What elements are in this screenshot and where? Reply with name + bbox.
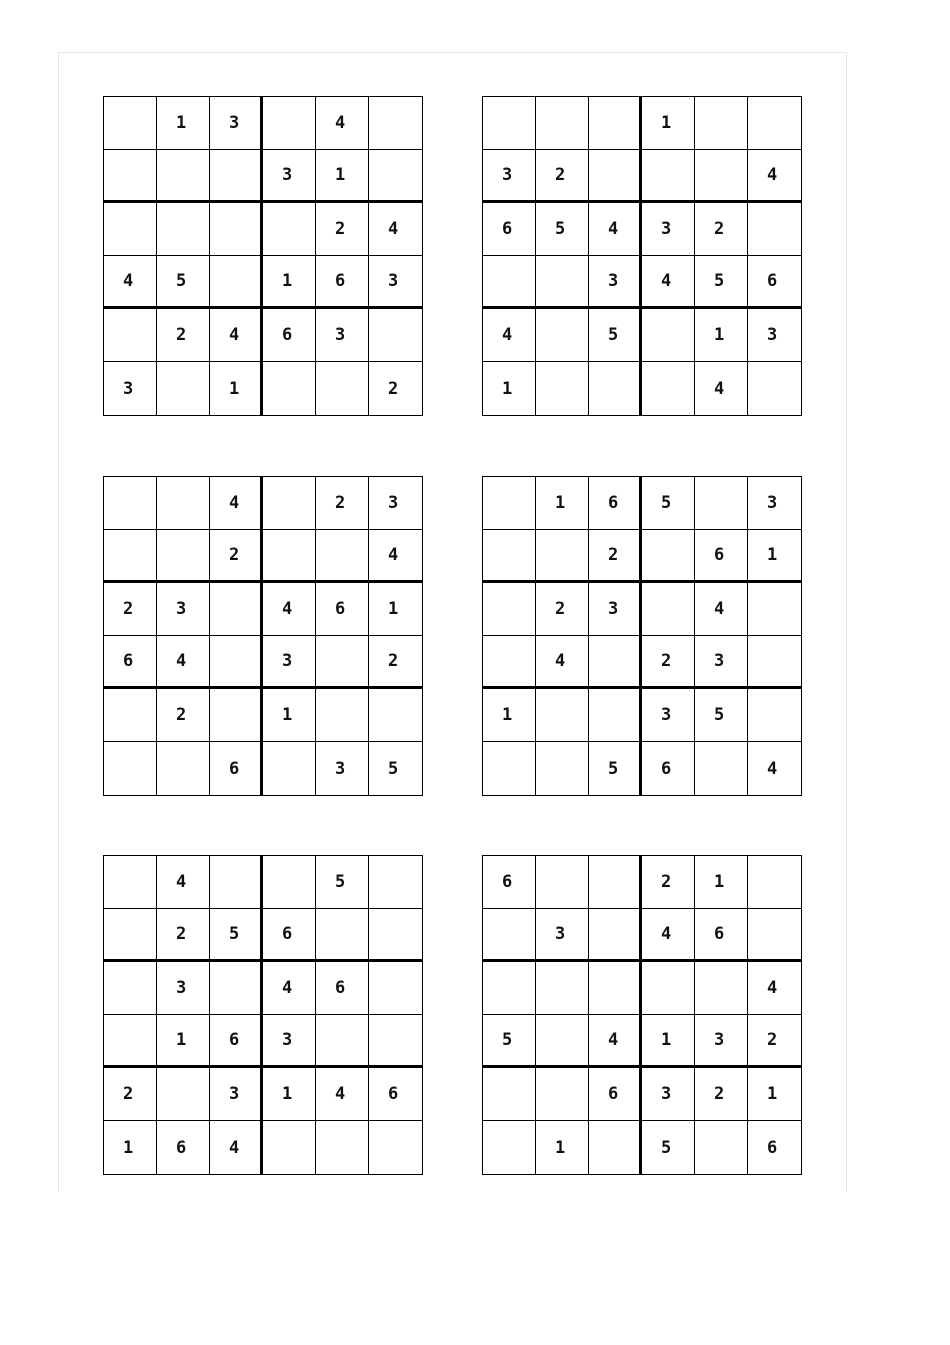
sudoku-cell[interactable]: 1	[748, 1068, 801, 1121]
sudoku-cell[interactable]: 4	[210, 1121, 263, 1174]
sudoku-cell[interactable]: 5	[642, 477, 695, 530]
sudoku-cell[interactable]: 2	[104, 1068, 157, 1121]
sudoku-cell[interactable]: 1	[104, 1121, 157, 1174]
sudoku-cell[interactable]: 4	[210, 477, 263, 530]
sudoku-cell[interactable]	[104, 742, 157, 795]
sudoku-cell[interactable]: 6	[642, 742, 695, 795]
sudoku-grid-6	[482, 855, 802, 1175]
sudoku-cell[interactable]: 2	[536, 150, 589, 203]
sudoku-cell[interactable]	[642, 962, 695, 1015]
sudoku-cell[interactable]	[369, 1121, 422, 1174]
sudoku-cell[interactable]: 1	[536, 1121, 589, 1174]
sudoku-cell[interactable]: 5	[695, 689, 748, 742]
sudoku-grid-2	[482, 96, 802, 416]
sudoku-cell[interactable]: 3	[104, 362, 157, 415]
sudoku-grid-1	[103, 96, 423, 416]
sudoku-cell[interactable]	[483, 1068, 536, 1121]
sudoku-cell[interactable]: 2	[536, 583, 589, 636]
sudoku-cell[interactable]: 5	[589, 742, 642, 795]
sudoku-cell[interactable]: 6	[210, 1015, 263, 1068]
sudoku-cell[interactable]	[536, 856, 589, 909]
sudoku-cell[interactable]: 5	[589, 309, 642, 362]
sudoku-cell[interactable]	[695, 962, 748, 1015]
sudoku-cell[interactable]	[316, 362, 369, 415]
sudoku-cell[interactable]	[589, 362, 642, 415]
sudoku-cell[interactable]: 1	[263, 689, 316, 742]
sudoku-cell[interactable]: 3	[642, 689, 695, 742]
sudoku-cell[interactable]: 3	[642, 203, 695, 256]
sudoku-cell[interactable]: 4	[767, 758, 778, 779]
sudoku-cell[interactable]: 5	[210, 909, 263, 962]
sudoku-cell[interactable]	[483, 477, 536, 530]
sudoku-cell[interactable]: 1	[483, 362, 536, 415]
sudoku-cell[interactable]: 2	[642, 636, 695, 689]
sudoku-cell[interactable]: 5	[157, 256, 210, 309]
sudoku-cell[interactable]: 4	[316, 1068, 369, 1121]
sudoku-cell[interactable]: 4	[263, 962, 316, 1015]
sudoku-cell[interactable]	[157, 150, 210, 203]
sudoku-cell[interactable]	[536, 530, 589, 583]
sudoku-cell[interactable]: 6	[483, 203, 536, 256]
sudoku-cell[interactable]	[695, 1121, 748, 1174]
sudoku-cell[interactable]: 4	[157, 856, 210, 909]
sudoku-cell[interactable]: 6	[589, 1068, 642, 1121]
sudoku-cell[interactable]: 3	[210, 97, 263, 150]
sudoku-cell[interactable]	[483, 97, 536, 150]
sudoku-cell[interactable]	[104, 962, 157, 1015]
sudoku-cell[interactable]: 3	[695, 636, 748, 689]
sudoku-cell[interactable]: 5	[388, 758, 399, 779]
sudoku-cell[interactable]: 6	[767, 1137, 778, 1158]
sudoku-cell[interactable]	[695, 97, 748, 150]
sudoku-cell[interactable]	[104, 203, 157, 256]
sudoku-cell[interactable]	[589, 1121, 642, 1174]
sudoku-cell[interactable]: 4	[369, 530, 422, 583]
sudoku-cell[interactable]	[104, 689, 157, 742]
sudoku-cell[interactable]	[316, 1015, 369, 1068]
sudoku-cell[interactable]	[536, 256, 589, 309]
sudoku-cell[interactable]	[748, 362, 801, 415]
sudoku-cell[interactable]	[157, 477, 210, 530]
sudoku-cell[interactable]	[748, 636, 801, 689]
sudoku-cell[interactable]: 3	[210, 1068, 263, 1121]
sudoku-cell[interactable]: 6	[483, 856, 536, 909]
sudoku-cell[interactable]	[369, 909, 422, 962]
sudoku-cell[interactable]	[157, 1068, 210, 1121]
sudoku-cell[interactable]	[748, 583, 801, 636]
sudoku-cell[interactable]: 3	[263, 1015, 316, 1068]
sudoku-cell[interactable]: 6	[316, 962, 369, 1015]
sudoku-cell[interactable]	[210, 856, 263, 909]
sudoku-cell[interactable]	[104, 309, 157, 362]
sudoku-cell[interactable]	[483, 583, 536, 636]
sudoku-cell[interactable]: 3	[369, 477, 422, 530]
sudoku-cell[interactable]	[695, 150, 748, 203]
sudoku-cell[interactable]: 6	[316, 583, 369, 636]
sudoku-cell[interactable]	[536, 962, 589, 1015]
sudoku-cell[interactable]	[104, 530, 157, 583]
sudoku-cell[interactable]	[483, 256, 536, 309]
sudoku-cell[interactable]: 2	[316, 477, 369, 530]
sudoku-cell[interactable]: 1	[369, 583, 422, 636]
sudoku-cell[interactable]	[210, 256, 263, 309]
sudoku-grid-5	[103, 855, 423, 1175]
sudoku-cell[interactable]	[536, 1068, 589, 1121]
sudoku-cell[interactable]	[316, 909, 369, 962]
sudoku-cell[interactable]: 1	[483, 689, 536, 742]
sudoku-cell[interactable]	[369, 962, 422, 1015]
sudoku-cell[interactable]	[210, 583, 263, 636]
sudoku-cell[interactable]	[210, 962, 263, 1015]
sudoku-cell[interactable]: 1	[210, 362, 263, 415]
sudoku-cell[interactable]: 4	[483, 309, 536, 362]
sudoku-cell[interactable]: 6	[695, 530, 748, 583]
sudoku-cell[interactable]	[748, 203, 801, 256]
sudoku-cell[interactable]: 3	[748, 477, 801, 530]
sudoku-cell[interactable]: 4	[369, 203, 422, 256]
sudoku-cell[interactable]: 3	[157, 583, 210, 636]
sudoku-cell[interactable]: 1	[263, 256, 316, 309]
sudoku-cell[interactable]: 4	[104, 256, 157, 309]
sudoku-cell[interactable]	[369, 1015, 422, 1068]
sudoku-cell[interactable]	[104, 97, 157, 150]
sudoku-cell[interactable]	[748, 856, 801, 909]
sudoku-cell[interactable]: 4	[589, 1015, 642, 1068]
sudoku-cell[interactable]: 4	[316, 97, 369, 150]
sudoku-cell[interactable]: 2	[695, 203, 748, 256]
sudoku-cell[interactable]: 4	[536, 636, 589, 689]
sudoku-cell[interactable]: 1	[695, 856, 748, 909]
sudoku-cell[interactable]	[483, 962, 536, 1015]
sudoku-cell[interactable]: 4	[695, 362, 748, 415]
sudoku-cell[interactable]: 6	[157, 1121, 210, 1174]
sudoku-cell[interactable]: 4	[642, 256, 695, 309]
sudoku-cell[interactable]: 3	[589, 583, 642, 636]
sudoku-grid-4	[482, 476, 802, 796]
sudoku-cell[interactable]: 3	[316, 742, 369, 795]
sudoku-cell[interactable]: 6	[748, 256, 801, 309]
sudoku-grid-3	[103, 476, 423, 796]
sudoku-cell[interactable]: 4	[642, 909, 695, 962]
sudoku-cell[interactable]	[157, 530, 210, 583]
sudoku-cell[interactable]	[748, 97, 801, 150]
sudoku-cell[interactable]: 2	[316, 203, 369, 256]
sudoku-cell[interactable]	[642, 362, 695, 415]
sudoku-cell[interactable]: 3	[748, 309, 801, 362]
sudoku-cell[interactable]	[642, 530, 695, 583]
sudoku-cell[interactable]: 4	[157, 636, 210, 689]
sudoku-cell[interactable]	[316, 530, 369, 583]
sudoku-cell[interactable]	[316, 636, 369, 689]
sudoku-cell[interactable]	[748, 689, 801, 742]
sudoku-cell[interactable]	[642, 583, 695, 636]
sudoku-cell[interactable]	[316, 689, 369, 742]
sudoku-cell[interactable]: 1	[316, 150, 369, 203]
sudoku-cell[interactable]: 1	[642, 97, 695, 150]
sudoku-cell[interactable]	[483, 636, 536, 689]
sudoku-cell[interactable]	[536, 97, 589, 150]
sudoku-cell[interactable]: 2	[369, 636, 422, 689]
sudoku-cell[interactable]	[483, 909, 536, 962]
sudoku-cell[interactable]: 1	[157, 1015, 210, 1068]
sudoku-cell[interactable]	[210, 689, 263, 742]
sudoku-cell[interactable]: 2	[157, 689, 210, 742]
sudoku-cell[interactable]	[748, 909, 801, 962]
sudoku-cell[interactable]: 3	[157, 962, 210, 1015]
sudoku-cell[interactable]	[104, 150, 157, 203]
sudoku-cell[interactable]: 3	[369, 256, 422, 309]
sudoku-cell[interactable]: 3	[263, 150, 316, 203]
sudoku-cell[interactable]	[536, 742, 589, 795]
sudoku-cell[interactable]	[263, 97, 316, 150]
sudoku-cell[interactable]: 4	[695, 583, 748, 636]
sudoku-cell[interactable]	[589, 97, 642, 150]
sudoku-cell[interactable]: 2	[157, 909, 210, 962]
sudoku-cell[interactable]	[210, 203, 263, 256]
sudoku-cell[interactable]: 3	[316, 309, 369, 362]
sudoku-cell[interactable]	[369, 856, 422, 909]
sudoku-cell[interactable]: 3	[695, 1015, 748, 1068]
sudoku-cell[interactable]: 5	[316, 856, 369, 909]
sudoku-cell[interactable]	[589, 909, 642, 962]
sudoku-cell[interactable]	[536, 362, 589, 415]
sudoku-cell[interactable]	[104, 1015, 157, 1068]
sudoku-cell[interactable]: 1	[157, 97, 210, 150]
sudoku-cell[interactable]: 4	[589, 203, 642, 256]
sudoku-cell[interactable]: 3	[536, 909, 589, 962]
sudoku-cell[interactable]	[369, 97, 422, 150]
sudoku-cell[interactable]: 2	[157, 309, 210, 362]
sudoku-cell[interactable]: 6	[695, 909, 748, 962]
sudoku-cell[interactable]: 5	[536, 203, 589, 256]
sudoku-cell[interactable]: 2	[589, 530, 642, 583]
sudoku-cell[interactable]	[157, 362, 210, 415]
sudoku-cell[interactable]	[210, 636, 263, 689]
sudoku-cell[interactable]: 2	[748, 1015, 801, 1068]
sudoku-cell[interactable]	[263, 742, 316, 795]
sudoku-cell[interactable]	[104, 856, 157, 909]
sudoku-cell[interactable]	[695, 742, 748, 795]
sudoku-cell[interactable]: 2	[642, 856, 695, 909]
sudoku-cell[interactable]: 4	[748, 962, 801, 1015]
sudoku-cell[interactable]	[316, 1121, 369, 1174]
sudoku-cell[interactable]: 6	[263, 309, 316, 362]
sudoku-cell[interactable]: 3	[589, 256, 642, 309]
sudoku-cell[interactable]	[483, 1121, 536, 1174]
sudoku-cell[interactable]	[483, 530, 536, 583]
sudoku-cell[interactable]	[263, 856, 316, 909]
sudoku-cell[interactable]	[263, 203, 316, 256]
sudoku-cell[interactable]: 2	[104, 583, 157, 636]
sudoku-cell[interactable]: 1	[263, 1068, 316, 1121]
sudoku-cell[interactable]	[589, 636, 642, 689]
sudoku-cell[interactable]: 6	[104, 636, 157, 689]
sudoku-cell[interactable]	[589, 150, 642, 203]
sudoku-cell[interactable]: 1	[695, 309, 748, 362]
sudoku-cell[interactable]: 6	[369, 1068, 422, 1121]
sudoku-cell[interactable]: 4	[210, 309, 263, 362]
sudoku-cell[interactable]	[483, 742, 536, 795]
sudoku-cell[interactable]	[104, 909, 157, 962]
sudoku-cell[interactable]: 5	[483, 1015, 536, 1068]
sudoku-cell[interactable]: 6	[316, 256, 369, 309]
sudoku-cell[interactable]	[157, 203, 210, 256]
sudoku-cell[interactable]	[589, 689, 642, 742]
sudoku-cell[interactable]	[536, 1015, 589, 1068]
sudoku-cell[interactable]	[589, 962, 642, 1015]
sudoku-cell[interactable]: 4	[748, 150, 801, 203]
sudoku-cell[interactable]	[369, 689, 422, 742]
sudoku-cell[interactable]	[263, 362, 316, 415]
sudoku-cell[interactable]: 1	[642, 1015, 695, 1068]
sudoku-cell[interactable]	[642, 309, 695, 362]
sudoku-cell[interactable]: 3	[642, 1068, 695, 1121]
sudoku-cell[interactable]	[536, 309, 589, 362]
sudoku-cell[interactable]: 2	[388, 378, 399, 399]
sudoku-cell[interactable]	[210, 150, 263, 203]
sudoku-cell[interactable]: 4	[263, 583, 316, 636]
sudoku-cell[interactable]	[695, 477, 748, 530]
sudoku-cell[interactable]: 6	[263, 909, 316, 962]
sudoku-cell[interactable]	[536, 689, 589, 742]
sudoku-cell[interactable]	[369, 309, 422, 362]
sudoku-cell[interactable]: 6	[589, 477, 642, 530]
sudoku-cell[interactable]: 3	[483, 150, 536, 203]
sudoku-cell[interactable]	[263, 477, 316, 530]
sudoku-cell[interactable]: 1	[748, 530, 801, 583]
sudoku-cell[interactable]: 1	[536, 477, 589, 530]
sudoku-cell[interactable]	[589, 856, 642, 909]
sudoku-cell[interactable]: 5	[642, 1121, 695, 1174]
sudoku-cell[interactable]	[157, 742, 210, 795]
sudoku-cell[interactable]: 2	[695, 1068, 748, 1121]
sudoku-cell[interactable]: 2	[210, 530, 263, 583]
sudoku-cell[interactable]	[369, 150, 422, 203]
sudoku-cell[interactable]: 5	[695, 256, 748, 309]
sudoku-cell[interactable]: 6	[210, 742, 263, 795]
sudoku-cell[interactable]: 3	[263, 636, 316, 689]
sudoku-cell[interactable]	[642, 150, 695, 203]
sudoku-cell[interactable]	[263, 1121, 316, 1174]
sudoku-cell[interactable]	[104, 477, 157, 530]
sudoku-cell[interactable]	[263, 530, 316, 583]
